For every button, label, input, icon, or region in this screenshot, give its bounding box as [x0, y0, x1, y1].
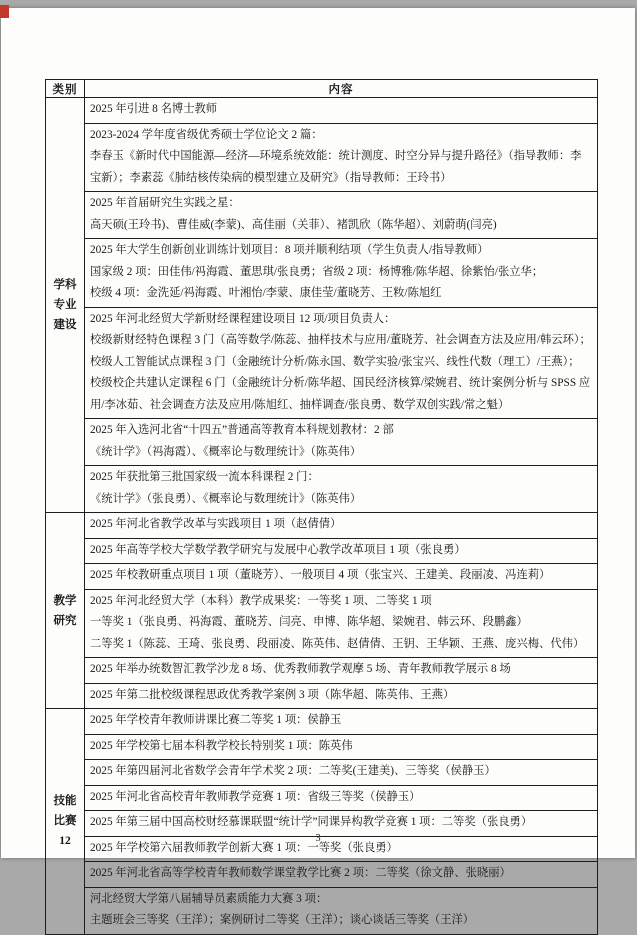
column-header-content: 内容: [85, 80, 598, 98]
awards-table: [45, 79, 598, 935]
content-line: 主题班会三等奖（王洋）；案例研讨二等奖（王洋）；谈心谈话三等奖（王洋）: [90, 914, 475, 926]
table-row: [46, 785, 598, 811]
category-line: 比赛: [53, 815, 77, 828]
content-line: 2025 年河北经贸大学（本科）教学成果奖：一等奖 1 项、二等奖 1 项: [90, 594, 432, 607]
content-line: 2025 年获批第三批国家级一流本科课程 2 门：: [90, 471, 319, 483]
category-line: 学科: [53, 279, 77, 291]
content-line: 2025 年高等学校大学数学教学研究与发展中心教学改革项目 1 项（张良勇）: [90, 543, 466, 556]
content-line: 李春玉《新时代中国能源—经济—环境系统效能：统计测度、时空分异与提升路径》（指导教师：李宝新）；李素蕊《肺结核传染病的模型建立及研究》（指导教师：王玲书）: [90, 150, 582, 184]
document-page: [1, 8, 635, 926]
table-row: [46, 683, 598, 709]
content-line: 校级校企共建认定课程 6 门（金融统计分析/陈华超、国民经济核算/梁婉君、统计案例分析与 SPSS 应用/李冰茹、社会调查方法及应用/陈旭红、抽样调查/张良勇、数学双创实践/常之魁）: [90, 377, 591, 411]
content-cell: [85, 760, 598, 786]
content-line: 二等奖 1（陈蕊、王琦、张良勇、段丽凌、陈英伟、赵倩倩、王钥、王华颖、王燕、庞兴梅、代伟）: [90, 637, 585, 650]
content-line: 《统计学》（祃海霞）、《概率论与数理统计》（陈英伟）: [90, 445, 362, 458]
content-line: 2025 年河北省高等学校青年教师数学课堂教学比赛 2 项：二等奖（徐文静、张晓丽）: [90, 867, 511, 879]
content-cell: [85, 192, 598, 239]
content-cell: [85, 589, 598, 658]
content-line: 校级人工智能试点课程 3 门（金融统计分析/陈永国、数学实验/张宝兴、线性代数（理工）/王燕）；: [90, 355, 580, 368]
content-line: 2025 年河北经贸大学新财经课程建设项目 12 项/项目负责人：: [90, 312, 396, 325]
content-cell: [85, 98, 598, 124]
content-line: 《统计学》（张良勇）、《概率论与数理统计》（陈英伟）: [90, 492, 362, 505]
category-cell-discipline-construction: [46, 98, 85, 513]
table-row: [46, 192, 598, 239]
content-line: 2023-2024 学年度省级优秀硕士学位论文 2 篇：: [90, 128, 323, 141]
content-line: 2025 年河北省高校青年教师教学竞赛 1 项：省级三等奖（侯静玉）: [90, 790, 421, 803]
content-line: 2025 年校教研重点项目 1 项（董晓芳）、一般项目 4 项（张宝兴、王建美、段丽凌、冯连莉）: [90, 569, 551, 581]
content-line: 校级新财经特色课程 3 门（高等数学/陈蕊、抽样技术与应用/董晓芳、社会调查方法及应用/韩云环）；: [90, 334, 591, 346]
content-line: 2025 年引进 8 名博士教师: [90, 103, 218, 115]
table-row: [46, 887, 598, 934]
red-corner-mark: [0, 5, 9, 18]
content-cell: [85, 513, 598, 539]
content-cell: [85, 307, 598, 419]
category-line: 12: [59, 835, 71, 848]
content-line: 2025 年首届研究生实践之星：: [90, 197, 240, 209]
content-line: 2025 年学校第七届本科教学校长特别奖 1 项：陈英伟: [90, 739, 353, 752]
page-number: 3: [315, 833, 321, 844]
content-cell: [85, 785, 598, 811]
category-line: 专业: [53, 299, 77, 311]
table-row: [46, 466, 598, 513]
column-header-category: 类别: [46, 80, 85, 98]
content-line: 2025 年第三届中国高校财经慕课联盟“统计学”同课异构教学竞赛 1 项：二等奖（张良勇）: [90, 816, 533, 828]
category-line: 建设: [53, 319, 77, 331]
table-row: [46, 564, 598, 590]
content-line: 2025 年第四届河北省数学会青年学术奖 2 项：二等奖(王建美)、三等奖（侯静玉）: [90, 765, 496, 777]
table-row: [46, 862, 598, 888]
content-line: 一等奖 1（张良勇、祃海霞、董晓芳、闫亮、申博、陈华超、梁婉君、韩云环、段鹏鑫）: [90, 616, 528, 628]
content-cell: [85, 658, 598, 684]
content-cell: [85, 887, 598, 934]
table-row: [46, 513, 598, 539]
content-cell: [85, 239, 598, 308]
content-cell: [85, 466, 598, 513]
category-cell-teaching-research: [46, 513, 85, 709]
content-line: 2025 年河北省教学改革与实践项目 1 项（赵倩倩）: [90, 518, 342, 530]
content-cell: [85, 419, 598, 466]
table-row: [46, 658, 598, 684]
table-row: [46, 760, 598, 786]
content-cell: [85, 734, 598, 760]
content-line: 2025 年入选河北省“十四五”普通高等教育本科规划教材：2 部: [90, 424, 394, 436]
table-row: [46, 709, 598, 735]
table-row: [46, 98, 598, 124]
content-line: 国家级 2 项：田佳伟/祃海霞、董思琪/张良勇；省级 2 项：杨博雅/陈华超、徐紫怡/张立华；: [90, 265, 544, 278]
table-row: [46, 239, 598, 308]
category-line: 技能: [53, 795, 77, 808]
category-line: 教学: [53, 594, 77, 607]
content-cell: [85, 564, 598, 590]
content-line: 2025 年第二批校级课程思政优秀教学案例 3 项（陈华超、陈英伟、王燕）: [90, 688, 455, 701]
content-line: 高天硕(王玲书)、曹佳威(李蒙)、高佳丽（关菲）、褚凯欣（陈华超）、刘蔚萌(闫亮): [90, 218, 497, 231]
content-cell: [85, 709, 598, 735]
content-cell: [85, 123, 598, 192]
table-row: [46, 123, 598, 192]
content-line: 2025 年大学生创新创业训练计划项目：8 项并顺利结项（学生负责人/指导教师）: [90, 244, 489, 256]
table-row: [46, 734, 598, 760]
content-line: 2025 年举办统数智汇教学沙龙 8 场、优秀教师教学观摩 5 场、青年教师教学展示 8 场: [90, 663, 511, 675]
content-line: 2025 年学校第六届教师教学创新大赛 1 项：一等奖（张良勇）: [90, 841, 398, 854]
table-row: [46, 589, 598, 658]
header-row: [46, 80, 598, 98]
content-line: 2025 年学校青年教师讲课比赛二等奖 1 项：侯静玉: [90, 714, 342, 726]
table-row: [46, 307, 598, 419]
content-cell: [85, 862, 598, 888]
table-row: [46, 419, 598, 466]
content-cell: [85, 538, 598, 564]
content-line: 校级 4 项：金洗延/祃海霞、叶湘怡/李蒙、康佳莹/董晓芳、王籹/陈旭红: [90, 287, 442, 299]
category-cell-skill-competition: [46, 709, 85, 935]
category-line: 研究: [53, 614, 77, 627]
table-row: [46, 538, 598, 564]
content-line: 河北经贸大学第八届辅导员素质能力大赛 3 项：: [90, 892, 328, 905]
content-cell: [85, 683, 598, 709]
